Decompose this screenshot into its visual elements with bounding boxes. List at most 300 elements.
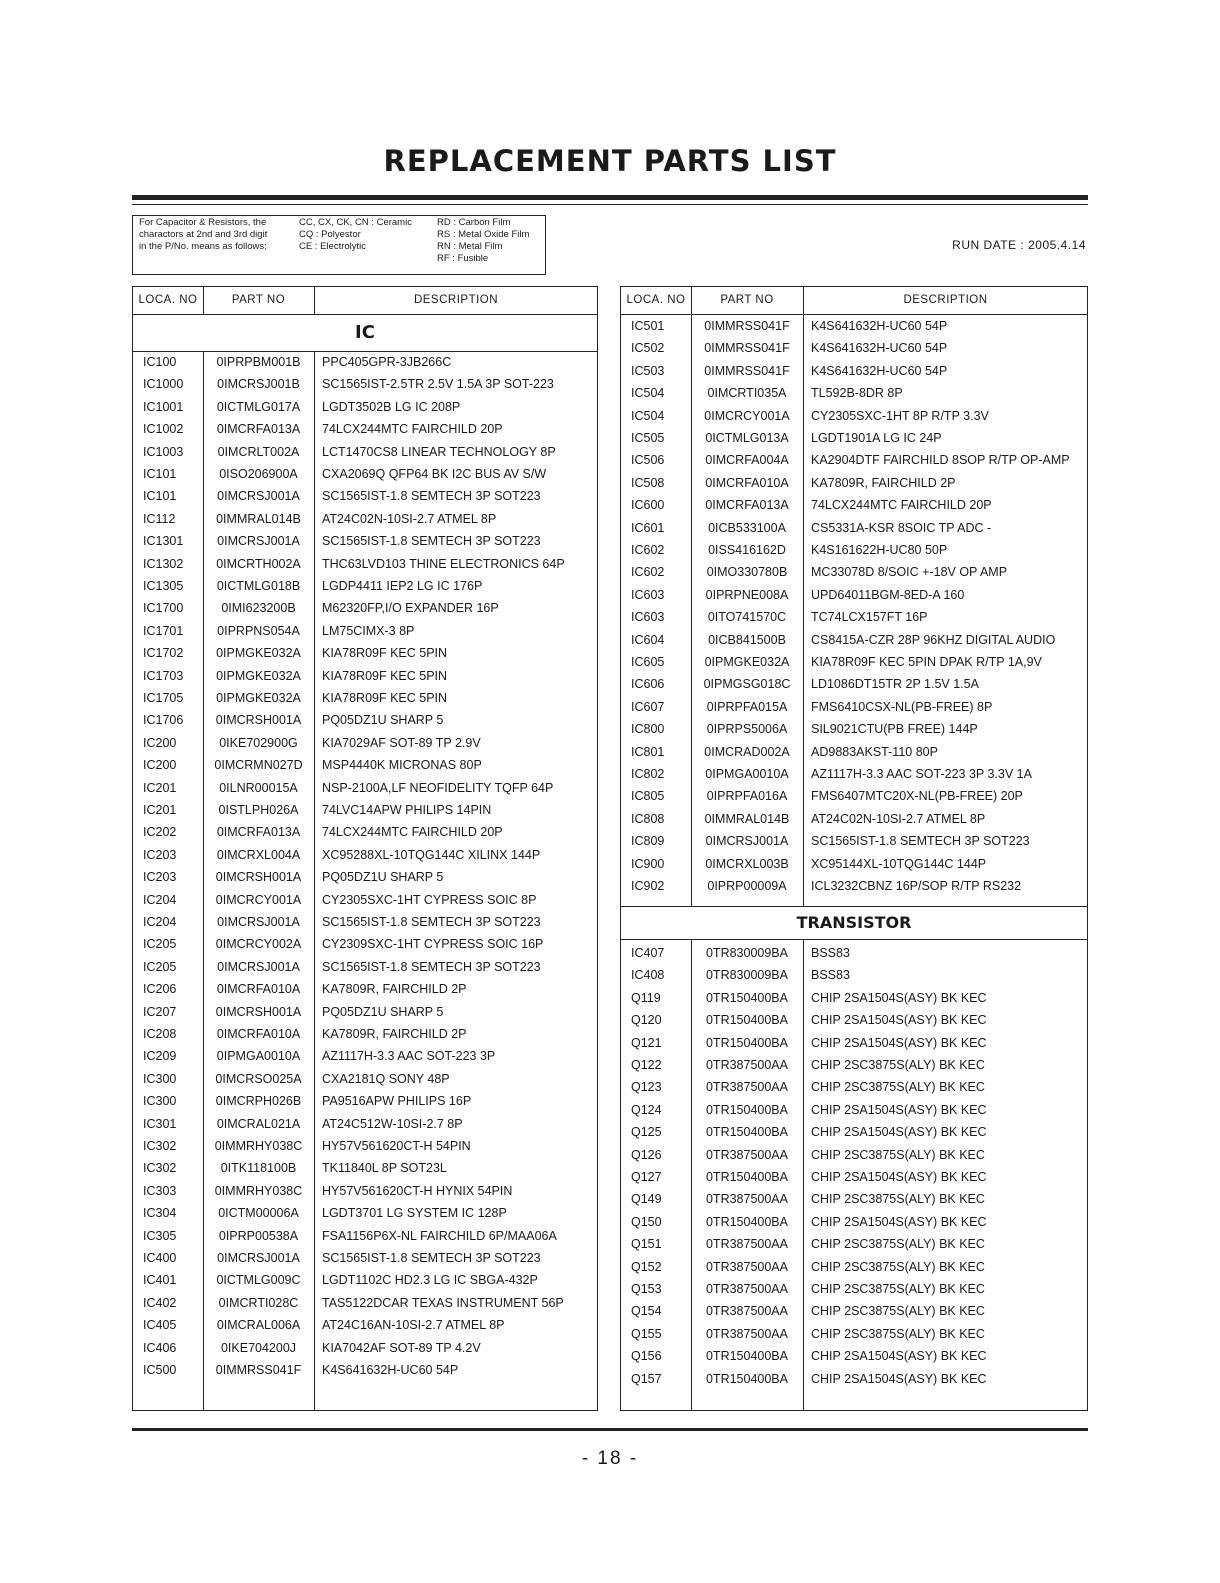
description-cell: XC95288XL-10TQG144C XILINX 144P — [322, 847, 541, 862]
description-cell: AT24C02N-10SI-2.7 ATMEL 8P — [322, 511, 497, 526]
loca-no-cell: IC207 — [143, 1004, 177, 1019]
table-row — [621, 539, 1087, 561]
table-row — [133, 620, 597, 642]
loca-no-cell: IC201 — [143, 780, 177, 795]
loca-no-cell: Q125 — [631, 1125, 662, 1140]
part-no-cell: 0ITK118100B — [220, 1161, 297, 1176]
description-cell: PQ05DZ1U SHARP 5 — [322, 1004, 444, 1019]
table-row — [133, 553, 597, 575]
table-row — [133, 597, 597, 619]
table-row — [621, 1054, 1087, 1076]
loca-no-cell: IC1001 — [143, 399, 184, 414]
description-cell: XC95144XL-10TQG144C 144P — [811, 856, 987, 871]
table-row — [133, 1068, 597, 1090]
loca-no-cell: Q150 — [631, 1214, 662, 1229]
part-no-cell: 0TR830009BA — [705, 946, 788, 960]
table-row — [621, 1300, 1087, 1322]
description-cell: KIA7042AF SOT-89 TP 4.2V — [322, 1340, 481, 1355]
part-no-cell: 0IMCRXL003B — [705, 856, 789, 871]
loca-no-cell: IC406 — [143, 1340, 177, 1355]
table-row — [621, 584, 1087, 606]
part-no-cell: 0ICTMLG017A — [216, 399, 301, 414]
description-cell: KA7809R, FAIRCHILD 2P — [322, 982, 467, 997]
description-cell: KA2904DTF FAIRCHILD 8SOP R/TP OP-AMP — [811, 453, 1070, 468]
table-row — [621, 673, 1087, 695]
loca-no-cell: IC500 — [143, 1363, 177, 1377]
loca-no-cell: IC304 — [143, 1206, 177, 1221]
table-row — [133, 1090, 597, 1112]
part-no-cell: 0IMCRSJ001A — [217, 1251, 300, 1265]
part-no-cell: 0IPRPFA016A — [706, 789, 788, 804]
header-part-no: PART NO — [231, 294, 286, 306]
description-cell: CHIP 2SC3875S(ALY) BK KEC — [811, 1326, 985, 1341]
part-no-cell: 0IMCRAL006A — [216, 1318, 301, 1333]
table-row — [621, 651, 1087, 673]
description-cell: KA7809R, FAIRCHILD 2P — [322, 1027, 467, 1041]
table-row — [133, 1292, 597, 1314]
run-date: RUN DATE : 2005.4.14 — [952, 238, 1086, 252]
part-no-cell: 0IMCRSJ001A — [217, 489, 300, 504]
description-cell: LM75CIMX-3 8P — [322, 623, 415, 638]
description-cell: TL592B-8DR 8P — [811, 386, 903, 401]
part-no-cell: 0TR150400BA — [705, 1371, 788, 1386]
loca-no-cell: IC1701 — [143, 623, 184, 638]
table-row — [621, 942, 1087, 964]
loca-no-cell: IC808 — [631, 811, 665, 826]
part-no-cell: 0IPRPFA015A — [706, 699, 788, 714]
description-cell: M62320FP,I/O EXPANDER 16P — [322, 601, 499, 616]
loca-no-cell: IC602 — [631, 565, 665, 580]
page-title: REPLACEMENT PARTS LIST — [383, 144, 837, 178]
table-row — [621, 472, 1087, 494]
description-cell: CHIP 2SC3875S(ALY) BK KEC — [811, 1192, 985, 1207]
legend-col-3 — [437, 217, 529, 265]
section-title-transistor: TRANSISTOR — [796, 913, 912, 932]
table-row — [621, 629, 1087, 651]
part-no-cell: 0IMCRSH001A — [215, 870, 302, 885]
table-row — [133, 754, 597, 776]
description-cell: CY2305SXC-1HT CYPRESS SOIC 8P — [322, 892, 537, 907]
description-cell: HY57V561620CT-H HYNIX 54PIN — [322, 1183, 513, 1198]
part-no-cell: 0TR387500AA — [705, 1147, 788, 1162]
part-no-cell: 0IPMGA0010A — [705, 767, 789, 781]
table-row — [133, 1001, 597, 1023]
table-row — [133, 799, 597, 821]
table-row — [621, 337, 1087, 359]
part-no-cell: 0TR150400BA — [705, 1214, 788, 1229]
legend-text: charactors at 2nd and 3rd digit — [139, 229, 268, 240]
loca-no-cell: IC203 — [143, 870, 177, 885]
part-no-cell: 0ISO206900A — [219, 467, 298, 481]
loca-no-cell: IC1000 — [143, 377, 184, 392]
table-row — [133, 1157, 597, 1179]
description-cell: AT24C16AN-10SI-2.7 ATMEL 8P — [322, 1318, 505, 1333]
part-no-cell: 0IMCRFA010A — [705, 475, 789, 490]
loca-no-cell: IC204 — [143, 915, 177, 929]
table-row — [133, 1269, 597, 1291]
loca-no-cell: Q155 — [631, 1326, 662, 1341]
table-row — [621, 494, 1087, 516]
description-cell: CHIP 2SA1504S(ASY) BK KEC — [811, 1214, 987, 1229]
part-no-cell: 0IMMRHY038C — [214, 1139, 303, 1153]
part-no-cell: 0TR150400BA — [705, 1035, 788, 1050]
loca-no-cell: IC606 — [631, 677, 665, 692]
description-cell: CHIP 2SA1504S(ASY) BK KEC — [811, 1349, 987, 1364]
description-cell: CHIP 2SC3875S(ALY) BK KEC — [811, 1080, 985, 1095]
table-row — [621, 517, 1087, 539]
page-number: - 18 - — [581, 1448, 639, 1469]
table-row — [133, 956, 597, 978]
part-no-cell: 0IMCRCY002A — [215, 937, 302, 952]
loca-no-cell: IC303 — [143, 1183, 177, 1198]
loca-no-cell: IC902 — [631, 879, 665, 893]
description-cell: K4S641632H-UC60 54P — [322, 1363, 459, 1377]
table-row — [133, 1045, 597, 1067]
loca-no-cell: Q151 — [631, 1237, 662, 1252]
part-no-cell: 0IMCRFA013A — [216, 825, 301, 840]
loca-no-cell: IC204 — [143, 892, 177, 907]
legend-col-2 — [299, 217, 412, 253]
description-cell: PA9516APW PHILIPS 16P — [322, 1094, 472, 1109]
loca-no-cell: IC603 — [631, 610, 665, 625]
table-row — [621, 785, 1087, 807]
table-row — [133, 575, 597, 597]
table-row — [133, 732, 597, 754]
loca-no-cell: IC1703 — [143, 668, 184, 683]
loca-no-cell: Q120 — [631, 1013, 662, 1028]
loca-no-cell: IC805 — [631, 789, 665, 804]
loca-no-cell: IC401 — [143, 1273, 177, 1288]
table-row — [133, 530, 597, 552]
loca-no-cell: Q122 — [631, 1058, 662, 1072]
loca-no-cell: Q153 — [631, 1282, 662, 1296]
part-no-cell: 0IMCRAL021A — [216, 1116, 301, 1131]
loca-no-cell: IC205 — [143, 937, 177, 952]
description-cell: ICL3232CBNZ 16P/SOP R/TP RS232 — [811, 879, 1022, 893]
loca-no-cell: IC201 — [143, 803, 177, 817]
header-description: DESCRIPTION — [903, 294, 988, 306]
part-no-cell: 0IMCRCY001A — [215, 892, 302, 907]
part-no-cell: 0IMCRFA013A — [216, 422, 301, 437]
description-cell: CY2309SXC-1HT CYPRESS SOIC 16P — [322, 937, 544, 952]
loca-no-cell: IC607 — [631, 699, 665, 714]
table-row — [133, 396, 597, 418]
table-row — [133, 665, 597, 687]
description-cell: LGDT1901A LG IC 24P — [811, 431, 942, 445]
loca-no-cell: Q154 — [631, 1304, 662, 1319]
table-row — [621, 718, 1087, 740]
description-cell: CHIP 2SC3875S(ALY) BK KEC — [811, 1237, 985, 1252]
description-cell: CHIP 2SC3875S(ALY) BK KEC — [811, 1304, 985, 1319]
loca-no-cell: IC1706 — [143, 713, 184, 728]
loca-no-cell: IC503 — [631, 363, 665, 378]
table-row — [621, 1009, 1087, 1031]
table-row — [133, 1135, 597, 1157]
legend-text: RS : Metal Oxide Film — [437, 229, 530, 240]
description-cell: CHIP 2SC3875S(ALY) BK KEC — [811, 1147, 985, 1162]
loca-no-cell: IC502 — [631, 341, 665, 356]
part-no-cell: 0IMCRSJ001A — [217, 915, 300, 929]
loca-no-cell: IC508 — [631, 475, 665, 490]
table-row — [133, 1113, 597, 1135]
part-no-cell: 0IMMRSS041F — [704, 319, 790, 333]
description-cell: CS5331A-KSR 8SOIC TP ADC - — [811, 520, 992, 535]
part-no-cell: 0IMCRAD002A — [704, 744, 790, 759]
description-cell: SC1565IST-1.8 SEMTECH 3P SOT223 — [322, 915, 541, 929]
description-cell: AZ1117H-3.3 AAC SOT-223 3P 3.3V 1A — [811, 767, 1032, 781]
description-cell: KIA78R09F KEC 5PIN — [322, 691, 448, 705]
description-cell: CHIP 2SA1504S(ASY) BK KEC — [811, 1035, 987, 1050]
table-row — [621, 427, 1087, 449]
part-no-cell: 0TR387500AA — [705, 1237, 788, 1252]
table-row — [621, 1144, 1087, 1166]
part-no-cell: 0TR387500AA — [705, 1058, 788, 1072]
loca-no-cell: IC1700 — [143, 601, 184, 616]
header-description: DESCRIPTION — [413, 294, 499, 306]
part-no-cell: 0TR387500AA — [705, 1282, 788, 1296]
loca-no-cell: IC1003 — [143, 444, 184, 459]
part-no-cell: 0IMCRPH026B — [215, 1094, 302, 1109]
description-cell: SC1565IST-1.8 SEMTECH 3P SOT223 — [322, 489, 541, 504]
header-loca-no: LOCA. NO — [626, 294, 686, 306]
table-row — [133, 373, 597, 395]
section-title-ic: IC — [355, 322, 375, 343]
table-row — [133, 1314, 597, 1336]
table-row — [621, 1188, 1087, 1210]
part-no-cell: 0IPRPBM001B — [216, 355, 301, 369]
table-row — [621, 763, 1087, 785]
footer-rule — [132, 1428, 1088, 1431]
table-row — [133, 1202, 597, 1224]
loca-no-cell: IC300 — [143, 1071, 177, 1086]
loca-no-cell: IC200 — [143, 758, 177, 773]
table-row — [621, 1278, 1087, 1300]
table-row — [621, 1256, 1087, 1278]
part-no-cell: 0IMCRSJ001B — [217, 377, 300, 392]
description-cell: UPD64011BGM-8ED-A 160 — [811, 587, 965, 602]
part-no-cell: 0ILNR00015A — [219, 780, 298, 795]
table-row — [621, 987, 1087, 1009]
loca-no-cell: IC302 — [143, 1139, 177, 1153]
loca-no-cell: IC200 — [143, 735, 177, 750]
table-row — [133, 911, 597, 933]
table-row — [621, 964, 1087, 986]
description-cell: CXA2069Q QFP64 BK I2C BUS AV S/W — [322, 467, 547, 481]
loca-no-cell: IC202 — [143, 825, 177, 840]
table-row — [621, 1233, 1087, 1255]
description-cell: AD9883AKST-110 80P — [811, 744, 938, 759]
part-no-cell: 0IMMRSS041F — [215, 1363, 302, 1377]
loca-no-cell: Q156 — [631, 1349, 662, 1364]
description-cell: SC1565IST-2.5TR 2.5V 1.5A 3P SOT-223 — [322, 377, 554, 392]
loca-no-cell: IC504 — [631, 386, 665, 401]
header-loca-no: LOCA. NO — [138, 294, 198, 306]
loca-no-cell: IC305 — [143, 1228, 177, 1243]
table-row — [133, 1247, 597, 1269]
legend-text: RN : Metal Film — [437, 241, 503, 252]
table-row — [621, 853, 1087, 875]
part-no-cell: 0ICB533100A — [708, 520, 786, 535]
table-row — [621, 1345, 1087, 1367]
part-no-cell: 0IPMGKE032A — [216, 691, 301, 705]
description-cell: K4S641632H-UC60 54P — [811, 363, 948, 378]
loca-no-cell: IC505 — [631, 431, 665, 445]
legend-text: in the P/No. means as follows; — [139, 241, 267, 252]
loca-no-cell: IC205 — [143, 959, 177, 974]
description-cell: 74LCX244MTC FAIRCHILD 20P — [811, 498, 992, 513]
part-no-cell: 0IMCRFA013A — [705, 498, 789, 513]
table-row — [133, 463, 597, 485]
part-no-cell: 0TR387500AA — [705, 1326, 788, 1341]
table-row — [133, 441, 597, 463]
part-no-cell: 0ISS416162D — [708, 543, 786, 557]
part-no-cell: 0IKE702900G — [219, 735, 298, 750]
loca-no-cell: Q127 — [631, 1170, 662, 1184]
description-cell: LGDT1102C HD2.3 LG IC SBGA-432P — [322, 1273, 538, 1288]
part-no-cell: 0ICTM00006A — [218, 1206, 299, 1221]
description-cell: CXA2181Q SONY 48P — [322, 1071, 450, 1086]
loca-no-cell: Q121 — [631, 1035, 662, 1050]
table-row — [133, 1359, 597, 1381]
header-rule-thin — [132, 204, 1088, 205]
part-no-cell: 0TR150400BA — [705, 1125, 788, 1140]
loca-no-cell: Q124 — [631, 1102, 662, 1117]
description-cell: LGDT3701 LG SYSTEM IC 128P — [322, 1206, 507, 1221]
table-row — [621, 875, 1087, 897]
legend-col-1 — [139, 217, 267, 253]
part-no-cell: 0IMCRTH002A — [216, 556, 301, 571]
part-no-cell: 0TR150400BA — [705, 1170, 788, 1184]
description-cell: MC33078D 8/SOIC +-18V OP AMP — [811, 565, 1008, 580]
loca-no-cell: IC300 — [143, 1094, 177, 1109]
table-row — [621, 1166, 1087, 1188]
table-row — [621, 1032, 1087, 1054]
loca-no-cell: IC112 — [143, 511, 176, 526]
description-cell: FMS6410CSX-NL(PB-FREE) 8P — [811, 699, 993, 714]
description-cell: 74LCX244MTC FAIRCHILD 20P — [322, 825, 503, 840]
description-cell: TAS5122DCAR TEXAS INSTRUMENT 56P — [322, 1295, 564, 1310]
description-cell: FSA1156P6X-NL FAIRCHILD 6P/MAA06A — [322, 1228, 557, 1243]
loca-no-cell: IC408 — [631, 968, 665, 983]
table-row — [133, 844, 597, 866]
description-cell: CHIP 2SA1504S(ASY) BK KEC — [811, 990, 987, 1005]
part-no-cell: 0IPMGSG018C — [703, 677, 791, 692]
description-cell: AZ1117H-3.3 AAC SOT-223 3P — [322, 1049, 496, 1064]
header-part-no: PART NO — [720, 294, 774, 306]
part-no-cell: 0IPMGKE032A — [216, 646, 301, 661]
loca-no-cell: IC506 — [631, 453, 665, 468]
part-no-cell: 0IPRPS5006A — [706, 722, 788, 737]
table-row — [133, 777, 597, 799]
table-row — [621, 1121, 1087, 1143]
part-no-cell: 0IMMRHY038C — [214, 1183, 303, 1198]
description-cell: THC63LVD103 THINE ELECTRONICS 64P — [322, 556, 565, 571]
loca-no-cell: IC603 — [631, 587, 665, 602]
table-row — [621, 1099, 1087, 1121]
table-row — [621, 382, 1087, 404]
legend-text: CE : Electrolytic — [299, 241, 367, 252]
legend-text: CQ : Polyestor — [299, 229, 361, 240]
loca-no-cell: IC601 — [631, 520, 665, 535]
part-no-cell: 0TR150400BA — [705, 1013, 788, 1028]
description-cell: PPC405GPR-3JB266C — [322, 355, 452, 369]
description-cell: LGDP4411 IEP2 LG IC 176P — [322, 579, 483, 593]
part-no-cell: 0TR387500AA — [705, 1080, 788, 1095]
description-cell: CS8415A-CZR 28P 96KHZ DIGITAL AUDIO — [811, 632, 1056, 647]
table-row — [133, 1023, 597, 1045]
description-cell: CHIP 2SC3875S(ALY) BK KEC — [811, 1282, 985, 1296]
description-cell: BSS83 — [811, 968, 850, 983]
table-row — [133, 1337, 597, 1359]
table-row — [133, 866, 597, 888]
description-cell: CHIP 2SA1504S(ASY) BK KEC — [811, 1371, 987, 1386]
part-no-cell: 0IMCRSJ001A — [705, 834, 789, 849]
part-no-cell: 0IPRPNS054A — [217, 623, 300, 638]
part-no-cell: 0IKE704200J — [220, 1340, 297, 1355]
part-no-cell: 0TR150400BA — [705, 1102, 788, 1117]
description-cell: KIA78R09F KEC 5PIN DPAK R/TP 1A,9V — [811, 655, 1042, 669]
loca-no-cell: IC101 — [143, 489, 177, 504]
part-no-cell: 0IMCRLT002A — [217, 444, 300, 459]
part-no-cell: 0IPRP00538A — [218, 1228, 299, 1243]
description-cell: AT24C02N-10SI-2.7 ATMEL 8P — [811, 811, 986, 826]
loca-no-cell: Q149 — [631, 1192, 662, 1207]
table-row — [133, 1180, 597, 1202]
description-cell: K4S161622H-UC80 50P — [811, 543, 948, 557]
table-row — [621, 1076, 1087, 1098]
section-divider — [621, 939, 1087, 940]
description-cell: CHIP 2SC3875S(ALY) BK KEC — [811, 1058, 985, 1072]
part-no-cell: 0TR387500AA — [705, 1259, 788, 1274]
description-cell: BSS83 — [811, 946, 850, 960]
loca-no-cell: IC809 — [631, 834, 665, 849]
legend-text: RF : Fusible — [437, 253, 489, 264]
part-no-cell: 0IPRPNE008A — [705, 587, 789, 602]
description-cell: K4S641632H-UC60 54P — [811, 319, 948, 333]
loca-no-cell: IC206 — [143, 982, 177, 997]
loca-no-cell: IC405 — [143, 1318, 177, 1333]
part-no-cell: 0IMCRXL004A — [216, 847, 301, 862]
description-cell: LCT1470CS8 LINEAR TECHNOLOGY 8P — [322, 444, 556, 459]
part-no-cell: 0TR387500AA — [705, 1304, 788, 1319]
part-no-cell: 0IMO330780B — [706, 565, 788, 580]
loca-no-cell: IC1702 — [143, 646, 184, 661]
table-row — [133, 709, 597, 731]
table-row — [621, 405, 1087, 427]
table-row — [133, 1225, 597, 1247]
table-row — [133, 508, 597, 530]
table-row — [621, 1211, 1087, 1233]
part-no-cell: 0TR150400BA — [705, 1349, 788, 1364]
description-cell: NSP-2100A,LF NEOFIDELITY TQFP 64P — [322, 780, 554, 795]
part-no-cell: 0IMCRTI028C — [218, 1295, 299, 1310]
part-no-cell: 0IMCRFA010A — [216, 1027, 301, 1041]
loca-no-cell: IC801 — [631, 744, 665, 759]
part-no-cell: 0IPMGKE032A — [216, 668, 301, 683]
loca-no-cell: IC1002 — [143, 422, 184, 437]
table-row — [621, 449, 1087, 471]
description-cell: MSP4440K MICRONAS 80P — [322, 758, 482, 773]
part-no-cell: 0IMCRSH001A — [215, 1004, 302, 1019]
table-row — [133, 418, 597, 440]
table-row — [621, 830, 1087, 852]
table-row — [133, 978, 597, 1000]
table-row — [133, 351, 597, 373]
parts-table-left — [132, 286, 598, 1411]
loca-no-cell: IC802 — [631, 767, 665, 781]
table-row — [621, 741, 1087, 763]
description-cell: CHIP 2SA1504S(ASY) BK KEC — [811, 1102, 987, 1117]
